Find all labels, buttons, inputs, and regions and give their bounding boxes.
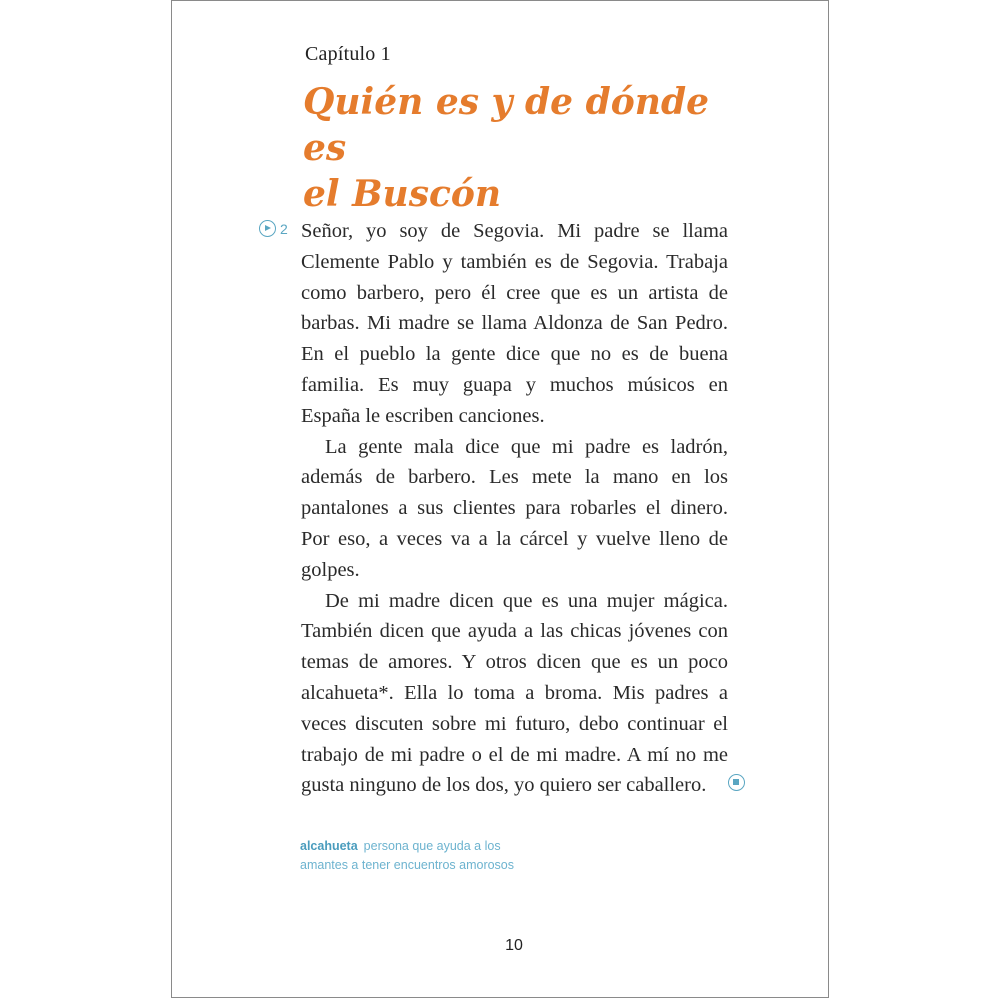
text-line: En el pueblo la gente dice que no es de buena bbox=[301, 343, 728, 366]
chapter-title bbox=[303, 79, 723, 217]
stop-circle-icon[interactable] bbox=[728, 774, 745, 791]
body-text bbox=[301, 216, 728, 801]
paragraph-2 bbox=[301, 432, 728, 586]
chapter-label: Capítulo 1 bbox=[305, 43, 391, 65]
text-line: golpes. bbox=[301, 558, 360, 581]
text-line: También dicen que ayuda a las chicas jóvenes con bbox=[301, 620, 728, 643]
text-line: trabajo de mi padre o el de mi madre. A mí no me bbox=[301, 743, 728, 766]
page-number: 10 bbox=[505, 937, 523, 954]
text-line: como barbero, pero él cree que es un artista de bbox=[301, 281, 728, 304]
text-line: Señor, yo soy de Segovia. Mi padre se llama bbox=[301, 220, 728, 242]
glossary-note bbox=[300, 837, 530, 875]
text-line: familia. Es muy guapa y muchos músicos en bbox=[301, 373, 728, 396]
text-line: gusta ninguno de los dos, yo quiero ser caballero. bbox=[301, 774, 707, 797]
audio-track-number: 2 bbox=[280, 220, 288, 237]
text-line: Clemente Pablo y también es de Segovia. Trabaja bbox=[301, 250, 728, 273]
glossary-definition-line: persona que ayuda a los bbox=[363, 839, 501, 853]
text-line: alcahueta*. Ella lo toma a broma. Mis padres a bbox=[301, 681, 728, 704]
chapter-title-line: el Buscón bbox=[303, 173, 502, 215]
text-line: Por eso, a veces va a la cárcel y vuelve lleno de bbox=[301, 527, 728, 550]
text-line: además de barbero. Les mete la mano en los bbox=[301, 466, 728, 489]
play-circle-icon[interactable] bbox=[259, 220, 276, 237]
text-line: La gente mala dice que mi padre es ladrón, bbox=[325, 435, 728, 458]
text-line: España le escriben canciones. bbox=[301, 404, 545, 427]
text-line: temas de amores. Y otros dicen que es un poco bbox=[301, 651, 728, 674]
paragraph-3 bbox=[301, 586, 728, 802]
text-line: De mi madre dicen que es una mujer mágica. bbox=[325, 589, 728, 612]
glossary-term: alcahueta bbox=[300, 839, 358, 853]
chapter-title-line: Quién es y de dónde es bbox=[303, 81, 710, 169]
text-line: veces discuten sobre mi futuro, debo continuar el bbox=[301, 712, 728, 735]
paragraph-1 bbox=[301, 216, 728, 432]
text-line: barbas. Mi madre se llama Aldonza de San Pedro. bbox=[301, 312, 728, 335]
text-line: pantalones a sus clientes para robarles el dinero. bbox=[301, 497, 728, 520]
audio-track-marker[interactable] bbox=[259, 220, 288, 237]
glossary-definition-line: amantes a tener encuentros amorosos bbox=[300, 858, 515, 872]
book-page bbox=[171, 0, 829, 998]
